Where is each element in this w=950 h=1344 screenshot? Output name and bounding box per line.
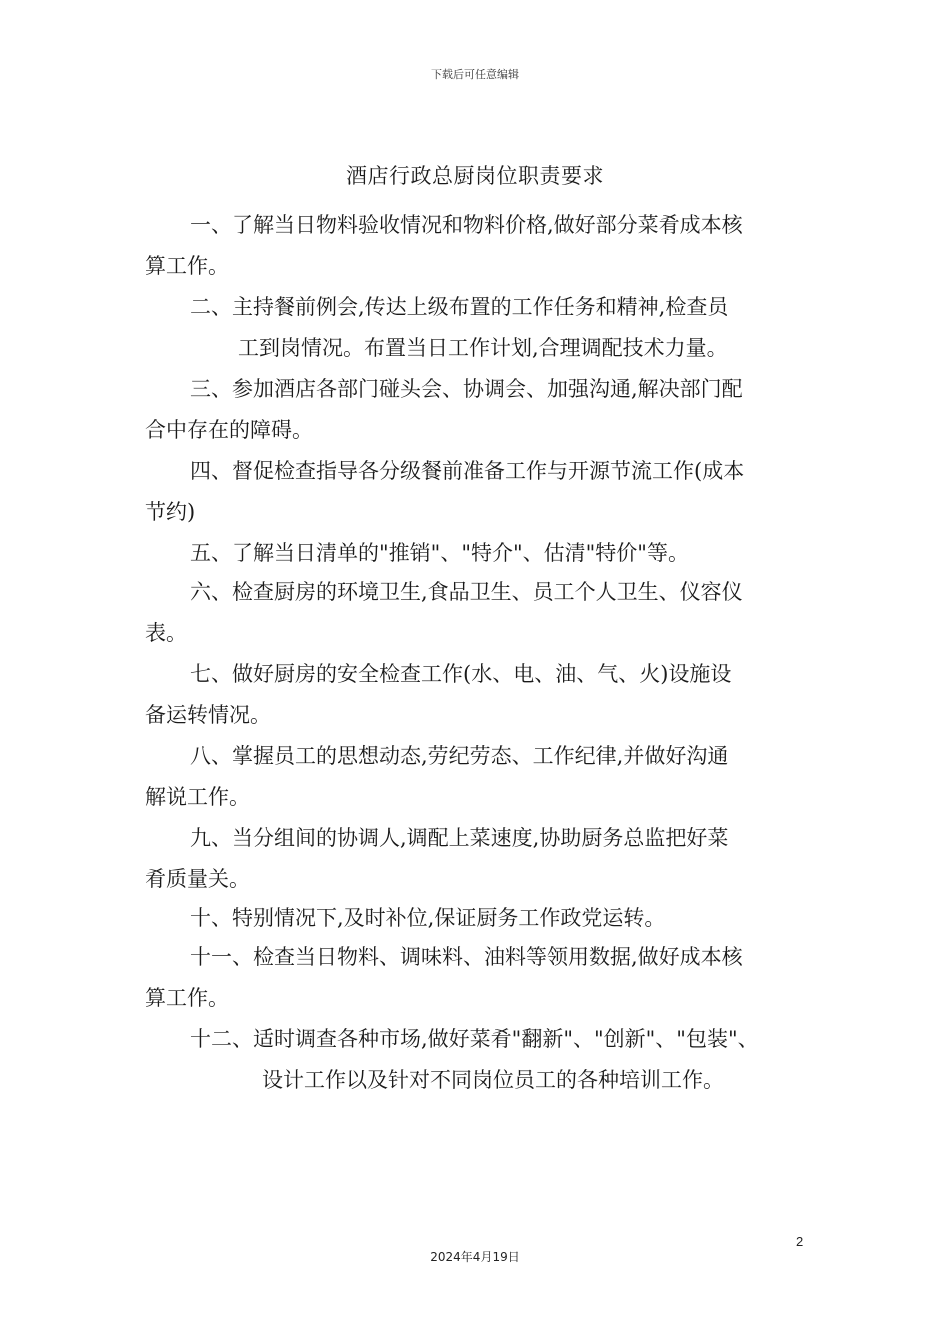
body-line: 二、主持餐前例会,传达上级布置的工作任务和精神,检查员 xyxy=(190,295,729,319)
header-note: 下载后可任意编辑 xyxy=(431,68,519,81)
body-line: 设计工作以及针对不同岗位员工的各种培训工作。 xyxy=(262,1068,724,1092)
body-line: 算工作。 xyxy=(145,254,229,278)
body-line: 十二、适时调查各种市场,做好菜肴"翻新"、"创新"、"包装"、 xyxy=(190,1027,759,1051)
document-title: 酒店行政总厨岗位职责要求 xyxy=(346,164,604,188)
body-line: 十、特别情况下,及时补位,保证厨务工作政党运转。 xyxy=(190,906,666,930)
body-line: 一、了解当日物料验收情况和物料价格,做好部分菜肴成本核 xyxy=(190,213,743,237)
body-line: 合中存在的障碍。 xyxy=(145,418,313,442)
body-line: 解说工作。 xyxy=(145,785,250,809)
body-line: 肴质量关。 xyxy=(145,867,250,891)
body-line: 十一、检查当日物料、调味料、油料等领用数据,做好成本核 xyxy=(190,945,743,969)
body-line: 备运转情况。 xyxy=(145,703,271,727)
body-line: 九、当分组间的协调人,调配上菜速度,协助厨务总监把好菜 xyxy=(190,826,729,850)
body-line: 四、督促检查指导各分级餐前准备工作与开源节流工作(成本 xyxy=(190,459,745,483)
body-line: 算工作。 xyxy=(145,986,229,1010)
footer-date: 2024年4月19日 xyxy=(430,1250,520,1264)
body-line: 七、做好厨房的安全检查工作(水、电、油、气、火)设施设 xyxy=(190,662,732,686)
body-line: 六、检查厨房的环境卫生,食品卫生、员工个人卫生、仪容仪 xyxy=(190,580,743,604)
body-line: 工到岗情况。布置当日工作计划,合理调配技术力量。 xyxy=(238,336,728,360)
body-line: 八、掌握员工的思想动态,劳纪劳态、工作纪律,并做好沟通 xyxy=(190,744,729,768)
body-line: 节约) xyxy=(145,500,196,524)
body-line: 三、参加酒店各部门碰头会、协调会、加强沟通,解决部门配 xyxy=(190,377,743,401)
page-number: 2 xyxy=(796,1234,804,1249)
body-line: 表。 xyxy=(145,621,187,645)
body-line: 五、了解当日清单的"推销"、"特介"、估清"特价"等。 xyxy=(190,541,689,565)
